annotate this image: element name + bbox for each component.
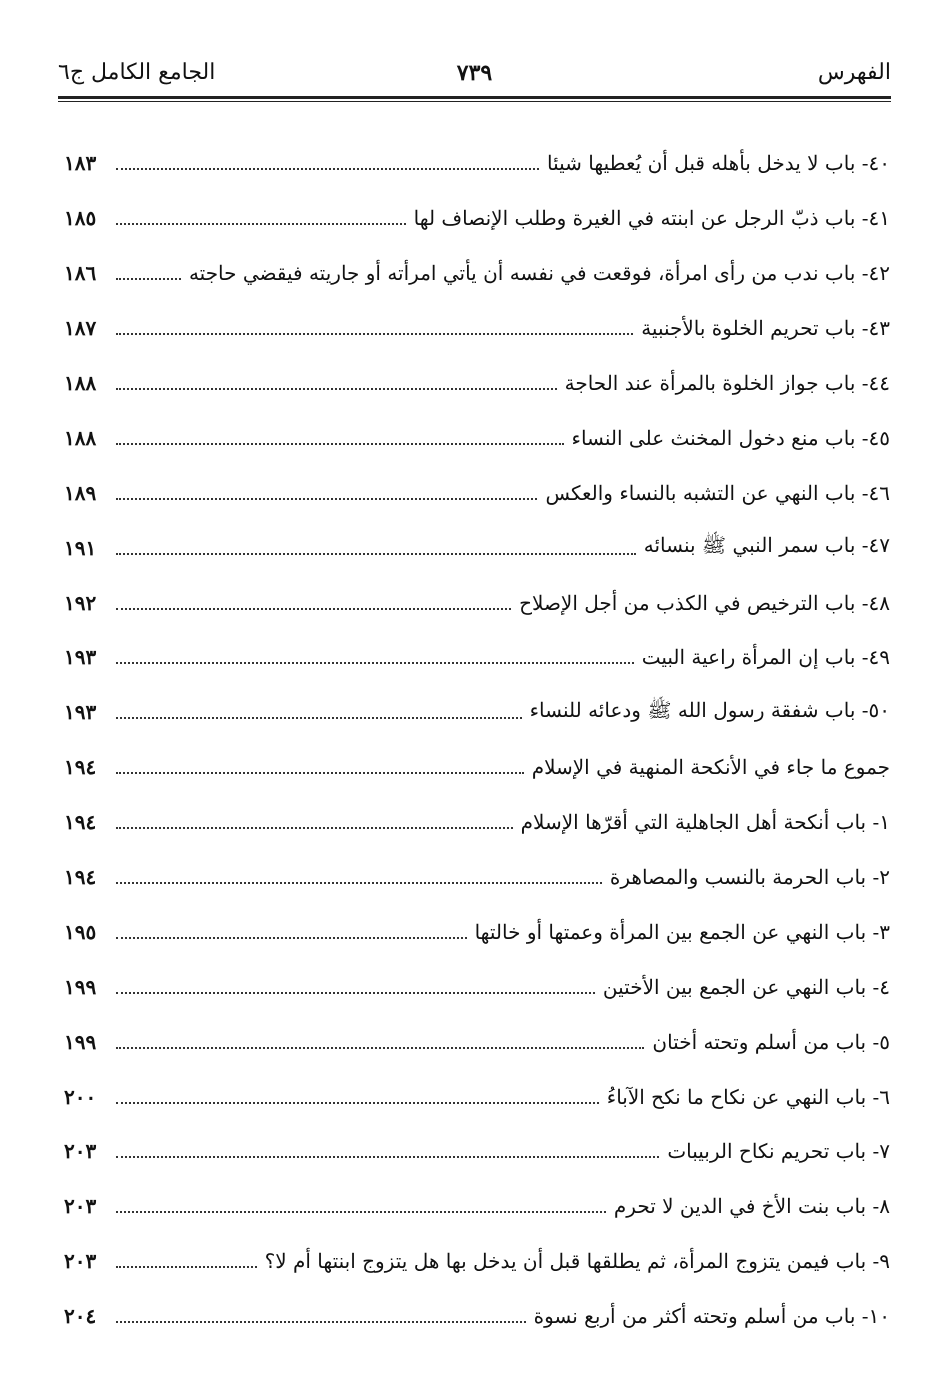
toc-entry-title: ٢- باب الحرمة بالنسب والمصاهرة	[609, 865, 890, 890]
toc-entry	[64, 850, 890, 905]
toc-entry-page: ١٨٧	[64, 316, 97, 341]
toc-entry	[64, 1014, 890, 1069]
toc-entry-title: ٥- باب من أسلم وتحته أختان	[652, 1029, 890, 1054]
toc-entry-page: ١٩٢	[64, 590, 97, 615]
dot-leader	[116, 937, 467, 939]
toc-entry-title: ٤٨- باب الترخيص في الكذب من أجل الإصلاح	[519, 590, 890, 615]
toc-entry-page: ١٩٣	[64, 645, 97, 670]
toc-entry-page: ١٨٨	[64, 371, 97, 395]
toc-entry-title: ٤٠- باب لا يدخل بأهله قبل أن يُعطيها شيئا	[547, 151, 890, 176]
toc-entry	[64, 959, 890, 1014]
toc-entry-page: ١٩٥	[64, 919, 97, 944]
toc-entry-title: ٥٠- باب شفقة رسول الله ﷺ ودعائه للنساء	[529, 697, 890, 722]
toc-entry	[64, 465, 890, 520]
toc-entry	[64, 356, 890, 411]
dot-leader	[116, 992, 595, 994]
toc-entry-page: ١٩٤	[64, 865, 97, 890]
header-rule-thin	[58, 101, 891, 102]
dot-leader	[116, 168, 539, 170]
toc-entry-title: ٨- باب بنت الأخ في الدين لا تحرم	[613, 1194, 890, 1219]
toc-entry-page: ٢٠٤	[64, 1304, 97, 1329]
toc-entry	[64, 246, 890, 301]
toc-entry-page: ١٨٦	[64, 261, 97, 286]
toc-entry	[64, 740, 890, 795]
dot-leader	[116, 772, 524, 774]
toc-entry-title: ٤- باب النهي عن الجمع بين الأختين	[602, 974, 890, 999]
dot-leader	[116, 662, 634, 664]
toc-entry	[64, 1069, 890, 1124]
toc-entry-page: ١٨٣	[64, 151, 97, 176]
running-header	[58, 58, 891, 94]
dot-leader	[116, 278, 181, 280]
toc-entry	[64, 795, 890, 850]
dot-leader	[116, 553, 636, 555]
toc-entry	[64, 301, 890, 356]
dot-leader	[116, 1321, 526, 1323]
toc-entry	[64, 1234, 890, 1289]
dot-leader	[116, 827, 513, 829]
toc-entry	[64, 630, 890, 685]
dot-leader	[116, 1211, 606, 1213]
toc-entry-page: ٢٠٣	[64, 1139, 97, 1164]
toc-entry-page: ٢٠٠	[64, 1084, 97, 1109]
dot-leader	[116, 443, 564, 445]
toc-entry-title: ٤٧- باب سمر النبي ﷺ بنسائه	[643, 533, 890, 558]
toc-entry	[64, 520, 890, 575]
dot-leader	[116, 1102, 599, 1104]
toc-entry	[64, 1124, 890, 1179]
dot-leader	[116, 1047, 644, 1049]
toc-entry-page: ١٨٩	[64, 480, 97, 505]
toc-entry-page: ١٩٩	[64, 974, 97, 999]
dot-leader	[116, 333, 633, 335]
toc-entry-title: جموع ما جاء في الأنكحة المنهية في الإسلام	[531, 755, 890, 780]
toc-entry-page: ١٩٩	[64, 1029, 97, 1054]
toc-entry-title: ٤٢- باب ندب من رأى امرأة، فوقعت في نفسه أن يأتي امرأته أو جاريته فيقضي حاجته	[188, 261, 890, 286]
dot-leader	[116, 608, 511, 610]
dot-leader	[116, 223, 406, 225]
toc-entry	[64, 904, 890, 959]
toc-entry-page: ٢٠٣	[64, 1249, 97, 1274]
dot-leader	[116, 882, 602, 884]
toc-entry-page: ١٨٨	[64, 425, 97, 450]
toc-entry-title: ٤١- باب ذبّ الرجل عن ابنته في الغيرة وطلب الإنصاف لها	[413, 206, 890, 231]
toc-entry-title: ٤٦- باب النهي عن التشبه بالنساء والعكس	[545, 480, 890, 505]
toc-entry-page: ٢٠٣	[64, 1194, 97, 1219]
section-title: الفهرس	[817, 60, 891, 85]
book-title: الجامع الكامل ج٦	[58, 60, 216, 85]
toc-entry-title: ٤٣- باب تحريم الخلوة بالأجنبية	[641, 316, 890, 341]
table-of-contents	[64, 136, 890, 1344]
toc-entry	[64, 575, 890, 630]
toc-entry-title: ١- باب أنكحة أهل الجاهلية التي أقرّها الإسلام	[520, 810, 890, 835]
header-rule-thick	[58, 96, 891, 99]
dot-leader	[116, 1266, 257, 1268]
toc-entry-page: ١٨٥	[64, 206, 97, 231]
toc-entry-title: ٤٩- باب إن المرأة راعية البيت	[641, 645, 890, 670]
toc-entry	[64, 410, 890, 465]
dot-leader	[116, 388, 557, 390]
toc-entry-page: ١٩١	[64, 535, 97, 560]
toc-entry-page: ١٩٣	[64, 700, 97, 725]
toc-entry-title: ٦- باب النهي عن نكاح ما نكح الآباءُ	[606, 1084, 890, 1109]
toc-entry-title: ٧- باب تحريم نكاح الربيبات	[667, 1139, 890, 1164]
dot-leader	[116, 717, 522, 719]
toc-entry	[64, 1179, 890, 1234]
dot-leader	[116, 498, 537, 500]
toc-entry	[64, 136, 890, 191]
toc-entry-page: ١٩٤	[64, 810, 97, 835]
page-number: ٧٣٩	[456, 60, 493, 86]
toc-entry-title: ١٠- باب من أسلم وتحته أكثر من أربع نسوة	[533, 1304, 890, 1329]
toc-entry-title: ٩- باب فيمن يتزوج المرأة، ثم يطلقها قبل أن يدخل بها هل يتزوج ابنتها أم لا؟	[264, 1249, 890, 1274]
toc-entry	[64, 191, 890, 246]
toc-entry-title: ٤٤- باب جواز الخلوة بالمرأة عند الحاجة	[564, 371, 890, 395]
toc-entry-title: ٣- باب النهي عن الجمع بين المرأة وعمتها أو خالتها	[474, 919, 890, 944]
toc-entry-page: ١٩٤	[64, 755, 97, 780]
dot-leader	[116, 1156, 659, 1158]
toc-entry	[64, 1289, 890, 1344]
toc-entry	[64, 685, 890, 740]
toc-entry-title: ٤٥- باب منع دخول المخنث على النساء	[571, 425, 890, 450]
